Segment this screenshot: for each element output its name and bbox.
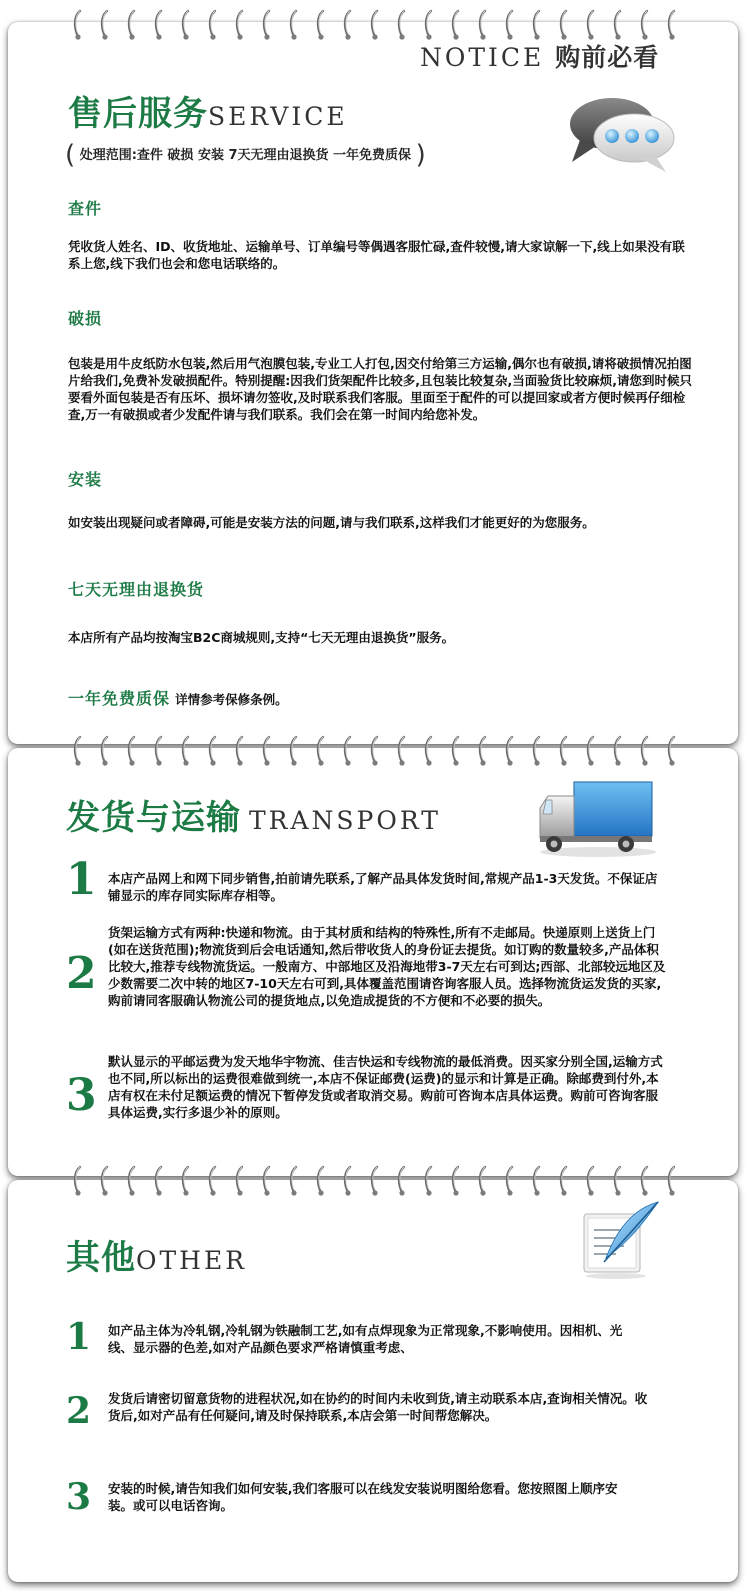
binder-ring-icon: [126, 1164, 138, 1198]
binder-ring-icon: [153, 8, 165, 42]
binder-ring-icon: [180, 734, 192, 768]
binder-ring-icon: [288, 1164, 300, 1198]
service-title: [68, 86, 348, 135]
binder-ring-icon: [612, 734, 624, 768]
service-scope: [65, 140, 426, 170]
binder-ring-icon: [639, 1164, 651, 1198]
transport-title-cn: 发货与运输: [66, 798, 241, 838]
scope-close-paren: ): [415, 140, 426, 170]
delivery-truck-icon: [536, 778, 656, 858]
binder-ring-icon: [342, 8, 354, 42]
other-item-text: 如产品主体为冷轧钢,冷轧钢为铁融制工艺,如有点焊现象为正常现象,不影响使用。因相机、光线、显示器的色差,如对产品颜色要求严格请慎重考虑、: [108, 1323, 623, 1355]
binder-ring-icon: [504, 8, 516, 42]
binder-rings-top: [0, 8, 755, 48]
binder-ring-icon: [423, 734, 435, 768]
section-body-tracking: 凭收货人姓名、ID、收货地址、运输单号、订单编号等偶遇客服忙碌,查件较慢,请大家谅解一下,线上如果没有联系上您,线下我们也会和您电话联络的。: [68, 239, 685, 271]
notice-en: NOTICE: [420, 43, 556, 72]
binder-ring-icon: [612, 8, 624, 42]
binder-ring-icon: [423, 1164, 435, 1198]
binder-ring-icon: [261, 734, 273, 768]
binder-ring-icon: [207, 8, 219, 42]
section-heading-install: 安装: [68, 470, 103, 489]
binder-ring-icon: [558, 1164, 570, 1198]
binder-ring-icon: [666, 1164, 678, 1198]
warranty-note: 详情参考保修条例。: [175, 692, 288, 707]
transport-item-number: 2: [66, 948, 97, 999]
other-title: [66, 1230, 247, 1279]
binder-ring-icon: [99, 1164, 111, 1198]
binder-ring-icon: [666, 8, 678, 42]
binder-ring-icon: [72, 734, 84, 768]
binder-ring-icon: [234, 734, 246, 768]
warranty-heading: 一年免费质保: [68, 689, 171, 708]
section-heading-returns: 七天无理由退换货: [68, 580, 205, 599]
binder-ring-icon: [423, 8, 435, 42]
other-title-cn: 其他: [66, 1238, 136, 1278]
binder-rings-bottom: [0, 1164, 755, 1204]
binder-ring-icon: [315, 734, 327, 768]
binder-ring-icon: [639, 8, 651, 42]
transport-item-number: 3: [66, 1070, 97, 1121]
binder-ring-icon: [369, 1164, 381, 1198]
binder-ring-icon: [531, 1164, 543, 1198]
binder-ring-icon: [369, 8, 381, 42]
binder-ring-icon: [315, 8, 327, 42]
chat-bubbles-icon: [566, 92, 676, 174]
binder-ring-icon: [207, 1164, 219, 1198]
binder-ring-icon: [99, 8, 111, 42]
notice-cn: 购前必看: [555, 43, 660, 72]
binder-ring-icon: [450, 734, 462, 768]
scope-text: 处理范围:查件 破损 安装 7天无理由退换货 一年免费质保: [79, 148, 412, 163]
other-item-number: 2: [66, 1390, 92, 1432]
transport-title-en: TRANSPORT: [249, 806, 441, 835]
binder-ring-icon: [126, 8, 138, 42]
other-title-en: OTHER: [136, 1246, 248, 1275]
binder-ring-icon: [288, 8, 300, 42]
binder-ring-icon: [585, 1164, 597, 1198]
section-heading-tracking: 查件: [68, 199, 103, 218]
binder-ring-icon: [585, 8, 597, 42]
section-body-damage: 包装是用牛皮纸防水包装,然后用气泡膜包装,专业工人打包,因交付给第三方运输,偶尔也有破损,请将破损情况拍图片给我们,免费补发破损配件。特别提醒:因我们货架配件比较多,且包装比较复杂,当面验货比较麻烦,请您到时候只要看外面包装是否有压坏、损坏请勿签收,及时联系我们客服。里面至于配件的可以提回家或者方便时候再仔细检查,万一有破损或者少发配件请与我们联系。我们会在第一时间内给您补发。: [68, 356, 692, 422]
binder-ring-icon: [477, 1164, 489, 1198]
warranty-line: [68, 686, 288, 709]
binder-ring-icon: [126, 734, 138, 768]
binder-ring-icon: [504, 1164, 516, 1198]
binder-ring-icon: [558, 734, 570, 768]
binder-ring-icon: [504, 734, 516, 768]
binder-ring-icon: [531, 734, 543, 768]
binder-ring-icon: [342, 734, 354, 768]
binder-ring-icon: [369, 734, 381, 768]
binder-ring-icon: [612, 1164, 624, 1198]
service-title-en: SERVICE: [208, 102, 348, 131]
binder-ring-icon: [261, 8, 273, 42]
section-body-install: 如安装出现疑问或者障碍,可能是安装方法的问题,请与我们联系,这样我们才能更好的为您服务。: [68, 515, 595, 530]
binder-ring-icon: [450, 1164, 462, 1198]
other-item-number: 1: [66, 1316, 92, 1358]
section-heading-damage: 破损: [68, 309, 103, 328]
other-item-text: 发货后请密切留意货物的进程状况,如在协约的时间内未收到货,请主动联系本店,查询相关情况。收货后,如对产品有任何疑问,请及时保持联系,本店会第一时间帮您解决。: [108, 1391, 648, 1423]
binder-ring-icon: [315, 1164, 327, 1198]
service-title-cn: 售后服务: [68, 94, 208, 134]
quill-document-icon: [578, 1200, 662, 1280]
transport-title: [66, 790, 441, 839]
binder-ring-icon: [234, 8, 246, 42]
binder-ring-icon: [180, 8, 192, 42]
other-item-text: 安装的时候,请告知我们如何安装,我们客服可以在线发安装说明图给您看。您按照图上顺序安装。或可以电话咨询。: [108, 1481, 618, 1513]
other-item-number: 3: [66, 1476, 92, 1518]
binder-ring-icon: [666, 734, 678, 768]
binder-ring-icon: [72, 8, 84, 42]
binder-ring-icon: [585, 734, 597, 768]
binder-ring-icon: [477, 734, 489, 768]
binder-ring-icon: [477, 8, 489, 42]
binder-ring-icon: [207, 734, 219, 768]
section-body-returns: 本店所有产品均按淘宝B2C商城规则,支持“七天无理由退换货”服务。: [68, 630, 455, 645]
binder-ring-icon: [153, 1164, 165, 1198]
scope-open-paren: (: [65, 140, 76, 170]
binder-ring-icon: [99, 734, 111, 768]
binder-ring-icon: [261, 1164, 273, 1198]
binder-ring-icon: [450, 8, 462, 42]
binder-ring-icon: [288, 734, 300, 768]
binder-ring-icon: [531, 8, 543, 42]
binder-ring-icon: [234, 1164, 246, 1198]
binder-rings-middle: [0, 734, 755, 774]
binder-ring-icon: [342, 1164, 354, 1198]
binder-ring-icon: [396, 8, 408, 42]
transport-item-text: 默认显示的平邮运费为发天地华宇物流、佳吉快运和专线物流的最低消费。因买家分别全国,运输方式也不同,所以标出的运费很难做到统一,本店不保证邮费(运费)的显示和计算是正确。除邮费到付外,本店有权在未付足额运费的情况下暂停发货或者取消交易。购前可咨询本店具体运费。购前可咨询客服具体运费,实行多退少补的原则。: [108, 1054, 663, 1120]
transport-item-number: 1: [66, 854, 97, 905]
binder-ring-icon: [396, 1164, 408, 1198]
binder-ring-icon: [72, 1164, 84, 1198]
binder-ring-icon: [396, 734, 408, 768]
binder-ring-icon: [558, 8, 570, 42]
binder-ring-icon: [180, 1164, 192, 1198]
transport-item-text: 货架运输方式有两种:快递和物流。由于其材质和结构的特殊性,所有不走邮局。快递原则上送货上门(如在送货范围);物流货到后会电话通知,然后带收货人的身份证去提货。如订购的数量较多,产品体积比较大,推荐专线物流货运。一般南方、中部地区及沿海地带3-7天左右可到达;西部、北部较远地区及少数需要二次中转的地区7-10天左右可到,具体覆盖范围请咨询客服人员。选择物流货运发货的买家,购前请同客服确认物流公司的提货地点,以免造成提货的不方便和不必要的损失。: [108, 925, 666, 1008]
binder-ring-icon: [639, 734, 651, 768]
binder-ring-icon: [153, 734, 165, 768]
transport-item-text: 本店产品网上和网下同步销售,拍前请先联系,了解产品具体发货时间,常规产品1-3天发货。不保证店铺显示的库存同实际库存相等。: [108, 871, 658, 903]
